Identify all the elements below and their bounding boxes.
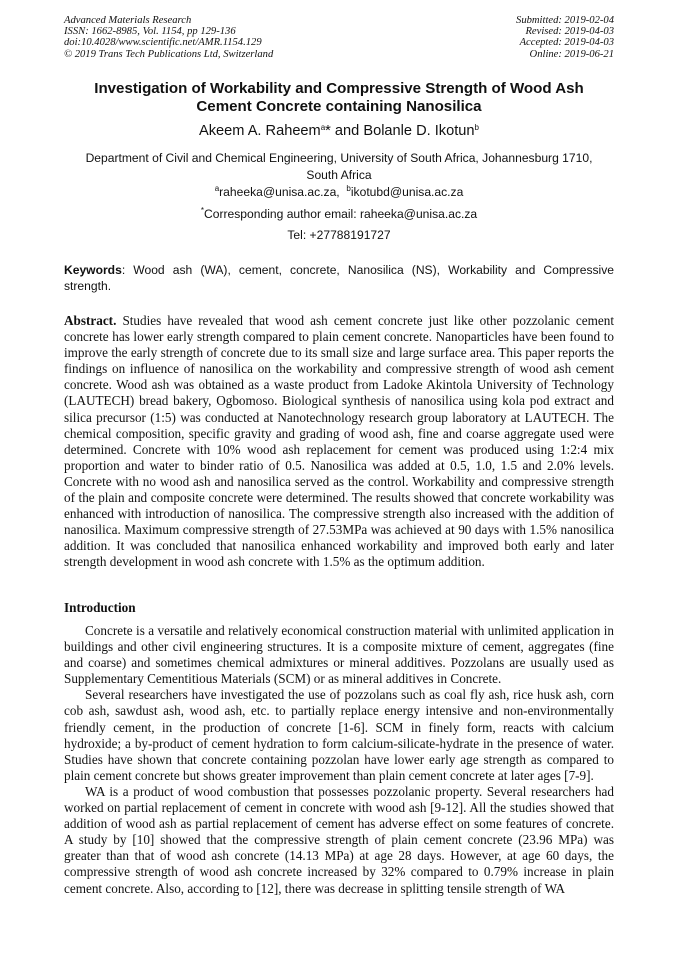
title-line-1: Investigation of Workability and Compressive Strength of Wood Ash [94, 80, 584, 97]
abstract-text: Studies have revealed that wood ash cement concrete just like other pozzolanic cement concrete has lower early strength compared to plain cement concrete. Nanoparticles have been found to improve the early strength of concrete due to its small size and large surface area. This paper reports the findings on influence of nanosilica on the workability and compressive strength of wood ash cement concrete. Wood ash was obtained as a waste product from Ladoke Akintola University of Technology (LAUTECH) bread bakery, Ogbomoso. Biological synthesis of nanosilica using kola pod extract and silica precursor (1:5) was conducted at Nanotechnology research group laboratory at LAUTECH. The chemical composition, specific gravity and grading of wood ash, fine and coarse aggregate used were determined. Concrete with 10% wood ash replacement for cement was produced using 1:2:4 mix proportion and water to binder ratio of 0.5. Nanosilica was added at 0.5, 1.0, 1.5 and 2.0% levels. Concrete with no wood ash and nanosilica served as the control. Workability and compressive strength of the plain and composite concrete were determined. The results showed that concrete workability was enhanced with introduction of nanosilica. The compressive strength also increased with the addition of nanosilica. Maximum compressive strength of 27.53MPa was achieved at 90 days with 1.5% nanosilica addition. It was concluded that nanosilica enhanced workability and improved both early and later strength development in wood ash concrete with 1.5% as the optimum addition. [64, 313, 615, 570]
accepted-date: Accepted: 2019-04-03 [519, 37, 614, 49]
author-1: Akeem A. Raheem [199, 123, 321, 139]
keywords-text: : Wood ash (WA), cement, concrete, Nanosilica (NS), Workability and Compressive strength. [64, 263, 614, 293]
publication-dates [516, 15, 614, 60]
paper-title [64, 80, 614, 116]
copyright: © 2019 Trans Tech Publications Ltd, Switzerland [64, 48, 274, 60]
affiliation [64, 150, 614, 184]
author-list [64, 122, 614, 140]
introduction-heading: Introduction [64, 600, 136, 615]
email-b-mark: b [346, 184, 351, 193]
abstract [64, 313, 614, 571]
telephone: Tel: +27788191727 [287, 228, 391, 242]
keywords [64, 262, 614, 294]
title-line-2: Cement Concrete containing Nanosilica [196, 98, 482, 115]
introduction-body [64, 623, 614, 897]
author-emails [64, 184, 614, 201]
doi: doi:10.4028/www.scientific.net/AMR.1154.129 [64, 37, 262, 49]
introduction-paragraph: WA is a product of wood combustion that possesses pozzolanic property. Several researchers had worked on partial replacement of cement in concrete with wood ash [9-12]. All the studies showed that addition of wood ash as partial replacement of cement has adverse effect on some features of concrete. A study by [10] showed that the compressive strength of plain cement concrete (23.96 MPa) was greater than that of wood ash concrete (14.13 MPa) at age 28 days. However, at age 60 days, the compressive strength of wood ash concrete increased by 32% compared to 0.79% increase in plain cement concrete. Also, according to [12], there was decrease in splitting tensile strength of WA [64, 783, 614, 896]
issn: ISSN: 1662-8985, Vol. 1154, pp 129-136 [64, 26, 236, 38]
author-2-affiliation-mark: b [474, 123, 479, 132]
email-a-mark: a [214, 184, 220, 193]
revised-date: Revised: 2019-04-03 [525, 26, 614, 38]
author-2: Bolanle D. Ikotun [363, 123, 475, 139]
corresponding-author [64, 206, 614, 223]
author-connector: and [334, 123, 360, 139]
publication-info [64, 15, 273, 60]
corresponding-mark: * [325, 123, 331, 139]
affiliation-line-2: South Africa [306, 168, 372, 182]
corresponding-author-mark: * [200, 206, 204, 215]
submitted-date: Submitted: 2019-02-04 [516, 15, 614, 26]
introduction-paragraph: Several researchers have investigated the use of pozzolans such as coal fly ash, rice husk ash, corn cob ash, sawdust ash, wood ash, etc. to partially replace energy intensive and non-environmentally friendly cement, in the production of concrete [1-6]. SCM in finely form, reacts with calcium hydroxide; a by-product of cement hydration to form calcium-silicate-hydrate in the presence of water. Studies have shown that concrete containing pozzolan have lower early age strength as compared to plain cement concrete but shows greater improvement than plain cement concrete at later ages [7-9]. [64, 687, 614, 783]
keywords-label: Keywords [64, 263, 122, 277]
journal-name: Advanced Materials Research [64, 15, 192, 26]
email-b[interactable]: ikotubd@unisa.ac.za [350, 185, 464, 199]
author-1-affiliation-mark: a [320, 123, 326, 132]
introduction-paragraph: Concrete is a versatile and relatively economical construction material with unlimited application in buildings and other civil engineering structures. It is a composite mixture of cement, aggregates (fine and coarse) and sometimes chemical admixtures or mineral additives. Pozzolans are usually used as Supplementary Cementitious Materials (SCM) or as mineral additives in Concrete. [64, 623, 614, 687]
online-date: Online: 2019-06-21 [529, 48, 614, 60]
affiliation-line-1: Department of Civil and Chemical Engineering, University of South Africa, Johannesburg 1710, [85, 151, 593, 165]
abstract-label: Abstract. [64, 313, 117, 328]
email-a[interactable]: raheeka@unisa.ac.za, [219, 185, 340, 199]
corresponding-author-email: Corresponding author email: raheeka@unisa.ac.za [204, 207, 478, 221]
